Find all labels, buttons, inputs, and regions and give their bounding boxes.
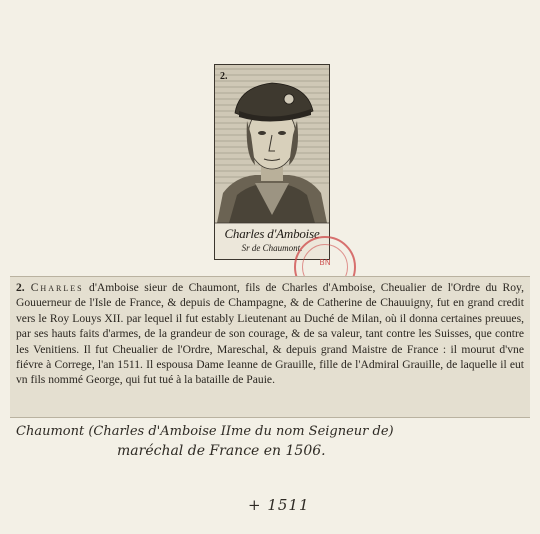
handwritten-annotation-title: maréchal de France en 1506. [117,443,326,459]
stamp-text: BN [319,258,331,267]
handwritten-annotation-name: Chaumont (Charles d'Amboise IIme du nom Seigneur de) [16,424,394,439]
biography-number: 2. [16,281,25,294]
portrait-engraving [214,64,330,260]
handwritten-annotation-death-year: + 1511 [248,496,310,514]
biography-first-word: Charles [30,281,84,294]
portrait-caption-name: Charles d'Amboise [224,226,320,241]
plate-number: 2. [220,71,228,82]
biography-body: d'Amboise sieur de Chaumont, fils de Charles d'Amboise, Cheualier de l'Ordre du Roy, Gouuerneur de l'Isle de France, & depuis de Champagne, & de Catherine de Chauuigny, fut en grand credit vers le Roy Louys XII. par lequel il fut estably Lieutenant au Duché de Milan, où il donna certaines preuues, par ses hauts faits d'armes, de la grandeur de son courage, & de sa valeur, tant contre les Suisses, que contre les Venitiens. Il fut Cheualier de l'Ordre, Mareschal, & depuis grand Maistre de France : il mourut d'vne fiévre à Correge, l'an 1511. Il espousa Dame Ieanne de Grauille, fille de l'Admiral Grauille, de laquelle il eut vn fils nommé George, qui fut tué à la bataille de Pauie. [16,281,524,387]
portrait-caption-title: Sr de Chaumont. [241,243,303,253]
biography-text-block [10,276,530,418]
